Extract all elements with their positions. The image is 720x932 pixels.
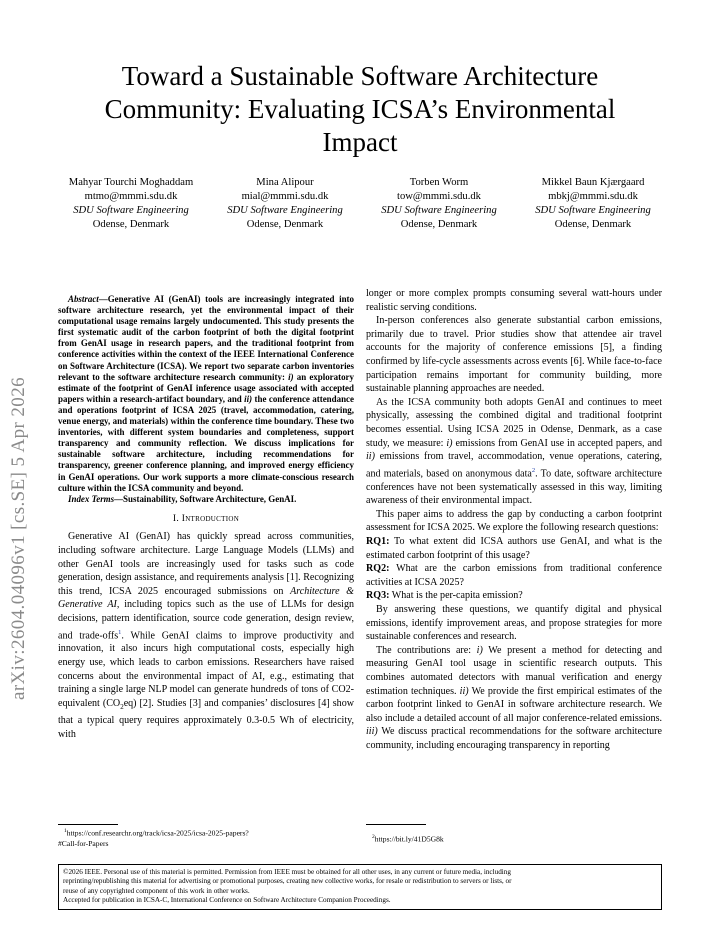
author-affiliation: SDU Software Engineering (227, 205, 343, 216)
rq-text: What is the per-capita emission? (389, 590, 523, 602)
paragraph-text: . While GenAI claims to improve productivity and innovation, it also incurs high computational costs, especially high energy use, which leads to carbon emissions. Researchers have raised concerns about the environmental impact of AI, e.g., estimating that training a single large NLP model can generate hundreds of tons of CO2-equivalent (CO (58, 629, 354, 709)
author-name: Mikkel Baun Kjærgaard (541, 177, 645, 188)
footnote-number: 1 (64, 828, 67, 834)
paragraph: In-person conferences also generate substantial carbon emissions, primarily due to travel. Prior studies show that attendee air travel accounts for the majority of conference emissions [5], a finding confirmed by life-cycle assessments across events [6]. While face-to-face participation remains important for community building, more sustainable planning approaches are needed. (366, 315, 662, 395)
author (362, 176, 516, 232)
enum-marker: i) (476, 644, 483, 656)
author-location: Odense, Denmark (554, 219, 632, 230)
author-affiliation: SDU Software Engineering (535, 205, 651, 216)
paragraph-text: As the ICSA community both adopts GenAI and continues to meet physically, assessing the combined digital and traditional footprint becomes essential. Using ICSA 2025 in Odense, Denmark, as a case study, we measure: (366, 396, 662, 449)
rq-text: What are the carbon emissions from traditional conference activities at ICSA 2025? (366, 563, 662, 588)
author-email[interactable]: mial@mmmi.sdu.dk (241, 191, 329, 202)
footnote-url-continued[interactable]: #Call-for-Papers (58, 838, 109, 848)
author-name: Mina Alipour (256, 177, 314, 188)
intro-paragraph (58, 530, 354, 741)
footnote-2 (372, 832, 662, 845)
abstract (58, 294, 354, 494)
author-location: Odense, Denmark (400, 219, 478, 230)
paragraph: This paper aims to address the gap by conducting a carbon footprint assessment for ICSA 2025. We explore the following research questions: (366, 508, 662, 534)
arxiv-stamp: arXiv:2604.04096v1 [cs.SE] 5 Apr 2026 (8, 377, 29, 700)
footnote-rule (366, 824, 426, 825)
author (516, 176, 670, 232)
rq-text: To what extent did ICSA authors use GenAI, and what is the estimated carbon footprint of this usage? (366, 536, 662, 561)
copyright-line: Accepted for publication in ICSA-C, International Conference on Software Architecture Companion Proceedings. (63, 896, 391, 905)
enum-marker: iii) (366, 726, 378, 738)
paragraph-text: eq) [2]. Studies [3] and companies’ disclosures [4] show that a typical query requires approximately 0.3-0.5 Wh of electricity, with (58, 697, 354, 741)
right-column (366, 287, 662, 753)
author-email[interactable]: mbkj@mmmi.sdu.dk (548, 191, 638, 202)
author-name: Torben Worm (409, 177, 469, 188)
title-line: Impact (322, 127, 398, 157)
paragraph-text: Generative AI (GenAI) has quickly spread across communities, including software architecture. Large Language Models (LLMs) and other GenAI tools are increasingly used for tasks such as code generation, design assistance, and requirements analysis [1]. Recognizing this trend, ICSA 2025 encouraged submissions on (58, 531, 354, 597)
paragraph: longer or more complex prompts consuming several watt-hours under realistic serving conditions. (366, 288, 662, 313)
footnote-rule (58, 824, 118, 825)
author-name: Mahyar Tourchi Moghaddam (68, 177, 194, 188)
research-question (366, 562, 662, 589)
copyright-line: reuse of any copyrighted component of this work in other works. (63, 886, 250, 895)
left-column (58, 294, 354, 742)
author-affiliation: SDU Software Engineering (381, 205, 497, 216)
paragraph-text: emissions from travel, accommodation, venue operations, catering, and materials, based on anonymous data (366, 451, 662, 480)
footnote-1 (58, 826, 354, 849)
author-email[interactable]: tow@mmmi.sdu.dk (397, 191, 481, 202)
rq-label: RQ2: (366, 563, 390, 575)
enum-marker: ii) (459, 685, 469, 697)
rq-label: RQ3: (366, 590, 390, 602)
index-terms-text: —Sustainability, Software Architecture, GenAI. (114, 493, 297, 504)
footnote-url[interactable]: https://conf.researchr.org/track/icsa-2025/icsa-2025-papers? (66, 828, 249, 838)
abstract-lead: Abstract (68, 294, 99, 304)
paragraph-text: , including topics such as the use of LLMs for design decisions, pattern identification, source code generation, design review, and trade-offs (58, 599, 354, 641)
paragraph-text: . To date, software architecture conferences have not been systematically assessed in this way, limiting awareness of their environmental impact. (366, 468, 662, 507)
index-terms (58, 494, 354, 505)
author-location: Odense, Denmark (246, 219, 324, 230)
footnote-marker[interactable]: 1 (118, 628, 122, 636)
rq-label: RQ1: (366, 536, 390, 548)
enum-marker: i) (446, 437, 453, 449)
abstract-marker: i) (288, 371, 294, 382)
paragraph-text: The contributions are: (376, 644, 477, 656)
title-line: Toward a Sustainable Software Architecture (121, 61, 599, 91)
author (208, 176, 362, 232)
paragraph-text: We discuss practical recommendations for the software architecture community, including encouraging transparency in reporting (366, 726, 662, 751)
author (54, 176, 208, 232)
section-heading: I. Introduction (172, 513, 240, 524)
abstract-text: the conference attendance and operations footprint of ICSA 2025 (travel, accommodation, catering, venue energy, and materials) within the conference time boundary. These two inventories, with different system boundaries and completeness, support transparency and community reflection. We discuss implications for sustainable software architecture, including recommendations for transparency, greener conference planning, and improved energy efficiency in GenAI operations. Our work supports a more climate-conscious research culture within the ICSA community and beyond. (58, 393, 354, 493)
copyright-line: reprinting/republishing this material for advertising or promotional purposes, creating new collective works, for resale or redistribution to servers or lists, or (63, 877, 512, 886)
paragraph-text: emissions from GenAI use in accepted papers, and (452, 437, 662, 449)
author-block (54, 176, 670, 232)
research-question (366, 535, 662, 562)
paper-title (60, 60, 660, 159)
footnote-url[interactable]: https://bit.ly/41D5G8k (374, 834, 444, 844)
subscript: 2 (120, 702, 124, 711)
enum-marker: ii) (366, 451, 375, 463)
title-line: Community: Evaluating ICSA’s Environmental (104, 94, 616, 124)
paragraph-text: We present a method for detecting and measuring GenAI tool usage in scientific research outputs. This combines automated detectors with manual verification and energy estimation techniques. (366, 644, 662, 697)
author-email[interactable]: mtmo@mmmi.sdu.dk (84, 191, 178, 202)
emphasis-text: Architecture & Generative AI (58, 585, 354, 611)
research-question (366, 589, 662, 603)
index-terms-lead: Index Terms (68, 493, 115, 504)
footnote-marker[interactable]: 2 (531, 466, 536, 474)
author-affiliation: SDU Software Engineering (73, 205, 189, 216)
abstract-text: —Generative AI (GenAI) tools are increasingly integrated into software architecture research, yet the environmental impact of their computational usage remains largely undocumented. This study presents the first systematic audit of the carbon footprint of both the digital footprint from GenAI usage in research papers, and the traditional footprint from conference activities within the context of the IEEE International Conference on Software Architecture (ICSA). We report two separate carbon inventories relevant to the software architecture research community: (58, 294, 354, 382)
footnote-number: 2 (372, 834, 375, 840)
abstract-marker: ii) (244, 393, 253, 404)
paragraph: By answering these questions, we quantify digital and physical emissions, identify improvement areas, and propose strategies for more sustainable conferences and research. (366, 604, 662, 643)
paragraph (366, 396, 662, 508)
author-location: Odense, Denmark (92, 219, 170, 230)
paragraph-text: We provide the first empirical estimates of the carbon footprint linked to GenAI in software architecture research. We also include a detailed account of all major conference-related emissions. (366, 685, 662, 724)
copyright-line: ©2026 IEEE. Personal use of this material is permitted. Permission from IEEE must be obtained for all other uses, in any current or future media, including (63, 868, 511, 876)
copyright-notice (58, 864, 662, 910)
abstract-text: an exploratory estimate of the footprint of GenAI inference usage associated with accepted papers within a research-artifact boundary, and (58, 371, 354, 404)
paragraph (366, 644, 662, 753)
